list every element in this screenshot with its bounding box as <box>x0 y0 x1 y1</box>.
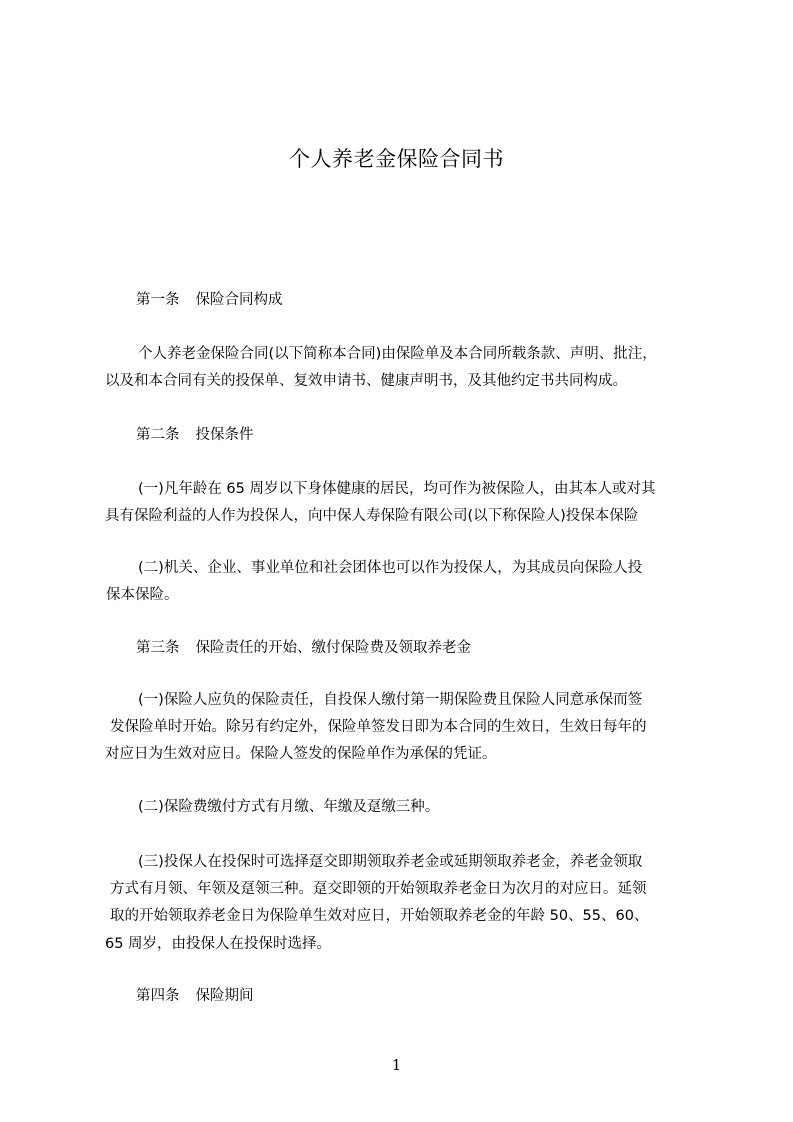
article-title: 保险合同构成 <box>195 292 283 308</box>
article-title: 保险责任的开始、缴付保险费及领取养老金 <box>195 640 471 656</box>
article-1-heading <box>136 293 283 308</box>
paragraph-line: 个人养老金保险合同(以下简称本合同)由保险单及本合同所载条款、声明、批注， <box>138 346 657 362</box>
paragraph-line: (一)保险人应负的保险责任，自投保人缴付第一期保险费且保险人同意承保而签 <box>138 692 643 708</box>
article-2-heading <box>136 428 254 443</box>
paragraph-line: 具有保险利益的人作为投保人，向中保人寿保险有限公司(以下称保险人)投保本保险 <box>105 508 639 524</box>
paragraph-line: 取的开始领取养老金日为保险单生效对应日，开始领取养老金的年龄 50、55、60、 <box>110 908 649 924</box>
document-title: 个人养老金保险合同书 <box>289 147 504 171</box>
article-title: 投保条件 <box>195 427 254 443</box>
article-3-heading <box>136 641 471 656</box>
article-4-heading <box>136 989 254 1004</box>
paragraph-line: (三)投保人在投保时可选择趸交即期领取养老金或延期领取养老金，养老金领取 <box>138 854 643 870</box>
paragraph-line: (二)机关、企业、事业单位和社会团体也可以作为投保人，为其成员向保险人投 <box>138 560 643 576</box>
paragraph-line: 发保险单时开始。除另有约定外，保险单签发日即为本合同的生效日，生效日每年的 <box>110 719 647 735</box>
paragraph-line: 方式有月领、年领及趸领三种。趸交即领的开始领取养老金日为次月的对应日。延领 <box>110 881 647 897</box>
paragraph-line: 对应日为生效对应日。保险人签发的保险单作为承保的凭证。 <box>105 746 497 762</box>
paragraph-line: 以及和本合同有关的投保单、复效申请书、健康声明书，及其他约定书共同构成。 <box>105 373 627 389</box>
article-number: 第一条 <box>136 292 180 308</box>
article-number: 第二条 <box>136 427 180 443</box>
paragraph-line: (二)保险费缴付方式有月缴、年缴及趸缴三种。 <box>138 799 440 815</box>
article-title: 保险期间 <box>195 988 254 1004</box>
paragraph-line: 保本保险。 <box>106 587 179 603</box>
paragraph-line: 65 周岁，由投保人在投保时选择。 <box>105 936 332 952</box>
article-number: 第四条 <box>136 988 180 1004</box>
article-number: 第三条 <box>136 640 180 656</box>
paragraph-line: (一)凡年龄在 65 周岁以下身体健康的居民，均可作为被保险人，由其本人或对其 <box>138 481 656 497</box>
page-number: 1 <box>391 1056 402 1074</box>
